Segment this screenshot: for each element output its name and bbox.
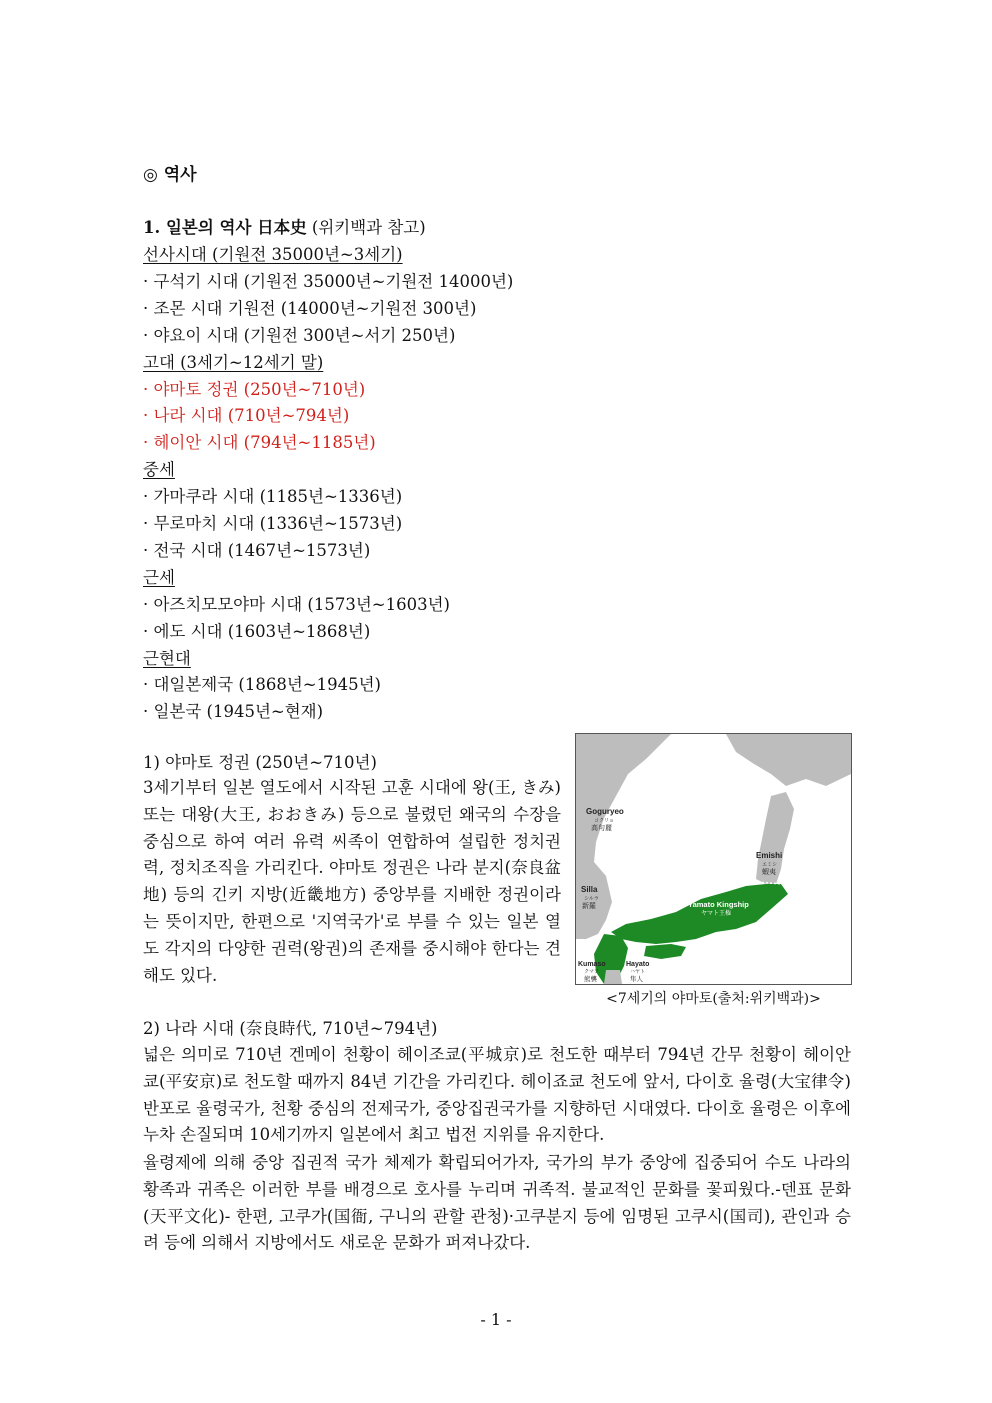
emishi-kana: エミシ bbox=[762, 862, 778, 868]
hayato-hanja: 隼人 bbox=[630, 975, 643, 983]
kyushu-south-shape bbox=[604, 970, 622, 984]
nara-body-2: 율령제에 의해 중앙 집권적 국가 체제가 확립되어가자, 국가의 부가 중앙에 집중되어 수도 나라의 황족과 귀족은 이러한 부를 배경으로 호사를 누리며 귀족적. 불교적인 문화를 꽃피웠다.-덴표 문화(天平文化)- 한편, 고쿠가(国衙, 구니의 관할 관청)·고쿠분지 등에 임명된 고쿠시(国司), 관인과 승려 등에 의해서 지방에서도 새로운 문화가 퍼져나갔다. bbox=[143, 1153, 851, 1253]
kumaso-hanja: 熊襲 bbox=[584, 975, 597, 983]
shikoku-shape bbox=[644, 944, 686, 959]
silla-hanja: 新羅 bbox=[582, 902, 596, 910]
yamato-title: 1) 야마토 정권 (250년~710년) bbox=[143, 753, 377, 772]
history-title-bold: 1. 일본의 역사 日本史 bbox=[143, 218, 307, 237]
period-header: 근현대 bbox=[143, 648, 191, 668]
period-item: · 야마토 정권 (250년~710년) bbox=[143, 379, 366, 399]
silla-label: Silla bbox=[581, 885, 598, 894]
period-item: · 조몬 시대 기원전 (14000년~기원전 300년) bbox=[143, 298, 477, 318]
hayato-kana: ハヤト bbox=[630, 969, 646, 975]
nara-body-1: 넓은 의미로 710년 겐메이 천황이 헤이조쿄(平城京)로 천도한 때부터 794년 간무 천황이 헤이안쿄(平安京)로 천도할 때까지 84년 기간을 가리킨다. 헤이죠쿄 천도에 앞서, 다이호 율령(大宝律令) 반포로 율령국가, 천황 중심의 전제국가, 중앙집권국가를 지향하던 시대였다. 다이호 율령은 이후에 누차 손질되며 10세기까지 일본에서 최고 법전 지위를 유지한다. bbox=[143, 1045, 851, 1145]
kumaso-label: Kumaso bbox=[578, 961, 606, 968]
silla-kana: シルラ bbox=[584, 896, 599, 902]
nara-title: 2) 나라 시대 (奈良時代, 710년~794년) bbox=[143, 1019, 438, 1038]
yamato-hanja: ヤマト王権 bbox=[701, 910, 732, 917]
period-item: · 헤이안 시대 (794년~1185년) bbox=[143, 433, 376, 453]
period-item: · 아즈치모모야마 시대 (1573년~1603년) bbox=[143, 594, 450, 614]
goguryeo-kana: コクリョ bbox=[594, 818, 614, 824]
period-item: · 가마쿠라 시대 (1185년~1336년) bbox=[143, 487, 403, 507]
goguryeo-label: Goguryeo bbox=[586, 807, 624, 816]
yamato-body: 3세기부터 일본 열도에서 시작된 고훈 시대에 왕(王, きみ) 또는 대왕(大王, おおきみ) 등으로 불렸던 왜국의 수장을 중심으로 하여 여러 유력 씨족이 연합하여 설립한 정치권력, 정치조직을 가리킨다. 야마토 정권은 나라 분지(奈良盆地) 등의 긴키 지방(近畿地方) 중앙부를 지배한 정권이라는 뜻이지만, 한편으로 '지역국가'로 부를 수 있는 일본 열도 각지의 다양한 권력(왕권)의 존재를 중시해야 한다는 견해도 있다. bbox=[143, 778, 561, 985]
hokkaido-shape bbox=[726, 734, 851, 786]
period-header: 근세 bbox=[143, 567, 175, 587]
yamato-map-svg bbox=[576, 734, 851, 984]
period-header: 고대 (3세기~12세기 말) bbox=[143, 352, 324, 372]
yamato-region-shape bbox=[611, 884, 788, 944]
goguryeo-hanja: 高句麗 bbox=[591, 824, 612, 832]
period-item: · 나라 시대 (710년~794년) bbox=[143, 406, 350, 426]
kumaso-kana: クマソ bbox=[584, 969, 599, 975]
period-header: 선사시대 (기원전 35000년~3세기) bbox=[143, 245, 403, 264]
period-item: · 무로마치 시대 (1336년~1573년) bbox=[143, 514, 403, 533]
emishi-hanja: 蝦夷 bbox=[762, 868, 776, 876]
period-item: · 전국 시대 (1467년~1573년) bbox=[143, 540, 371, 560]
period-item: · 구석기 시대 (기원전 35000년~기원전 14000년) bbox=[143, 271, 514, 291]
section-heading: ◎ 역사 bbox=[143, 165, 197, 185]
history-title bbox=[143, 215, 426, 241]
hayato-label: Hayato bbox=[626, 961, 650, 968]
emishi-label: Emishi bbox=[756, 851, 783, 860]
period-item: · 야요이 시대 (기원전 300년~서기 250년) bbox=[143, 325, 456, 345]
history-title-note: (위키백과 참고) bbox=[306, 218, 426, 237]
yamato-map bbox=[575, 733, 852, 985]
yamato-label: Yamato Kingship bbox=[688, 900, 749, 909]
period-header: 중세 bbox=[143, 460, 175, 480]
map-caption: <7세기의 야마토(출처:위키백과)> bbox=[606, 991, 821, 1007]
page-number: - 1 - bbox=[480, 1310, 512, 1329]
period-item: · 대일본제국 (1868년~1945년) bbox=[143, 675, 381, 695]
period-item: · 일본국 (1945년~현재) bbox=[143, 702, 324, 722]
period-item: · 에도 시대 (1603년~1868년) bbox=[143, 621, 371, 641]
